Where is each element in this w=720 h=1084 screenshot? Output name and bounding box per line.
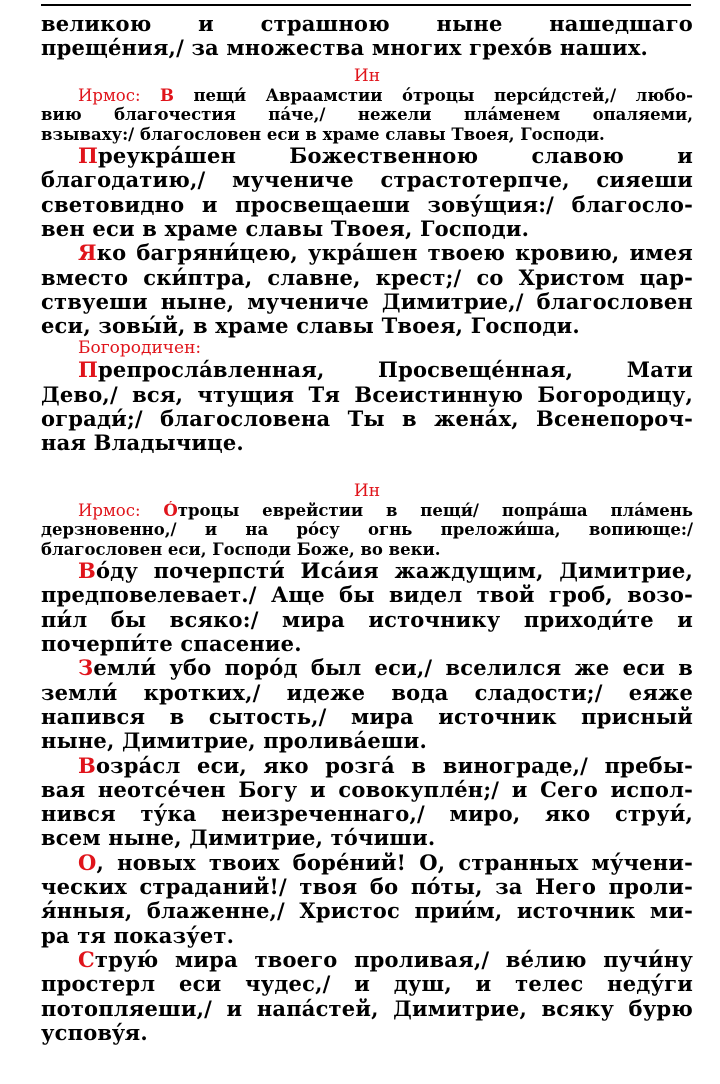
text-line: вен еси в храме славы Твоея, Господи.	[41, 216, 530, 241]
text-line: потопляеши,/ и напáстей, Димитрие, всяку бурю	[41, 996, 693, 1021]
text-line: ная Владычице.	[41, 431, 244, 456]
text-line: всем ныне, Димитрие, тóчиши.	[41, 826, 436, 851]
text-line: почерпи́те спасение.	[41, 632, 302, 657]
text-line: великою и страшною ныне нашедшаго	[41, 12, 693, 36]
text-line: предповелевает./ Аще бы видел твой гроб, возо-	[41, 583, 693, 608]
irmos-line: благословен еси, Господи Боже, во веки.	[41, 539, 441, 559]
troparion	[41, 851, 693, 948]
text-line: простерл еси чудес,/ и душ, и телес неду́ги	[41, 972, 693, 997]
text-line: пи́л бы всяко:/ мира источнику приходи́те и	[41, 607, 693, 632]
text-line: земли́ кротких,/ идеже вода сладости;/ еяже	[41, 680, 693, 705]
top-rule	[41, 4, 691, 6]
text-line: ра тя показу́ет.	[41, 923, 235, 948]
text-line: еси, зовы́й, в храме славы Твоея, Господи.	[41, 314, 580, 339]
text-line: напився в сытость,/ мира источник присный	[41, 704, 693, 729]
troparion	[41, 559, 693, 656]
irmos-line: Ирмос: О́троцы еврейстии в пещи́/ попрáша плáмень	[78, 500, 693, 520]
text-line: благодатию,/ мучениче страстотерпче, сияеши	[41, 168, 693, 193]
troparion	[41, 144, 693, 241]
text-line: Вóду почерпсти́ Исáия жаждущим, Димитрие,	[78, 559, 693, 584]
drop-cap: О	[78, 850, 97, 875]
section-heading: Ин	[353, 480, 381, 501]
text-line: Препрослáвленная, Просвещéнная, Мати	[78, 358, 693, 383]
irmos-line: дерзновенно,/ и на рóсу огнь преложи́ша, вопиюще:/	[41, 520, 693, 540]
drop-cap: З	[78, 656, 94, 681]
text-line: усповýя.	[41, 1020, 148, 1045]
text-line: Земли́ убо порóд был еси,/ вселился же еси в	[78, 656, 693, 681]
irmos-line: Ирмос: В пещи́ Авраамстии óтроцы перси́дстей,/ любо-	[78, 85, 693, 105]
troparion	[41, 656, 693, 753]
irmos-label: Ирмос:	[78, 500, 141, 520]
text-line: ныне, Димитрие, проливáеши.	[41, 729, 427, 754]
drop-cap: В	[78, 559, 96, 584]
irmos-label: Ирмос:	[78, 85, 141, 105]
irmos	[41, 501, 693, 560]
text-line: вместо ски́птра, славне, крест;/ со Христом цар-	[41, 265, 693, 290]
irmos-line: вию благочестия пáче,/ нежели плáменем опаляеми,	[41, 105, 693, 125]
continuation-text	[41, 12, 693, 61]
text-line: ствуеши ныне, мучениче Димитрие,/ благословен	[41, 289, 693, 314]
text-line: я́нныя, блаженне,/ Христос прии́м, источник ми-	[41, 899, 693, 924]
drop-cap: С	[78, 947, 95, 972]
text-line: Струю́ мира твоего проливая,/ вéлию пучи́ну	[78, 947, 693, 972]
page-text	[41, 12, 693, 1045]
text-line: прещéния,/ за множества многих грехóв наших.	[41, 36, 649, 61]
drop-cap: В	[160, 85, 174, 105]
text-line: Возрáсл еси, яко розгá в винограде,/ пребы-	[78, 753, 693, 778]
text-line: огради́;/ благословена Ты в женáх, Всенепороч-	[41, 407, 693, 432]
drop-cap: В	[78, 753, 96, 778]
irmos-line: взываху:/ благословен еси в храме славы Твоея, Господи.	[41, 124, 605, 144]
drop-cap: Я	[78, 241, 97, 266]
troparion	[41, 754, 693, 851]
text-line: Дево,/ вся, чтущия Тя Всеистинную Богородицу,	[41, 382, 693, 407]
theotokion-label: Богородичен:	[78, 338, 202, 359]
text-line: ческих страданий!/ твоя бо пóты, за Него проли-	[41, 875, 693, 900]
text-line: вая неотсéчен Богу и совокуплéн;/ и Сего испол-	[41, 777, 693, 802]
irmos	[41, 86, 693, 145]
theotokion	[41, 358, 693, 455]
text-line: О, новых твоих борéний! О, странных му́чени-	[78, 850, 693, 875]
text-line: Яко багряни́цею, укрáшен твоею кровию, имея	[78, 241, 693, 266]
drop-cap: П	[78, 144, 99, 169]
section-heading: Ин	[353, 65, 381, 86]
drop-cap: П	[78, 358, 99, 383]
drop-cap: О́	[163, 500, 178, 520]
text-line: нився ту́ка неизреченнаго,/ миро, яко струи́,	[41, 802, 693, 827]
text-line: Преукрáшен Божественною славою и	[78, 144, 693, 169]
troparion	[41, 241, 693, 338]
troparion	[41, 948, 693, 1045]
text-line: световидно и просвещаеши зову́щия:/ благосло-	[41, 192, 693, 217]
